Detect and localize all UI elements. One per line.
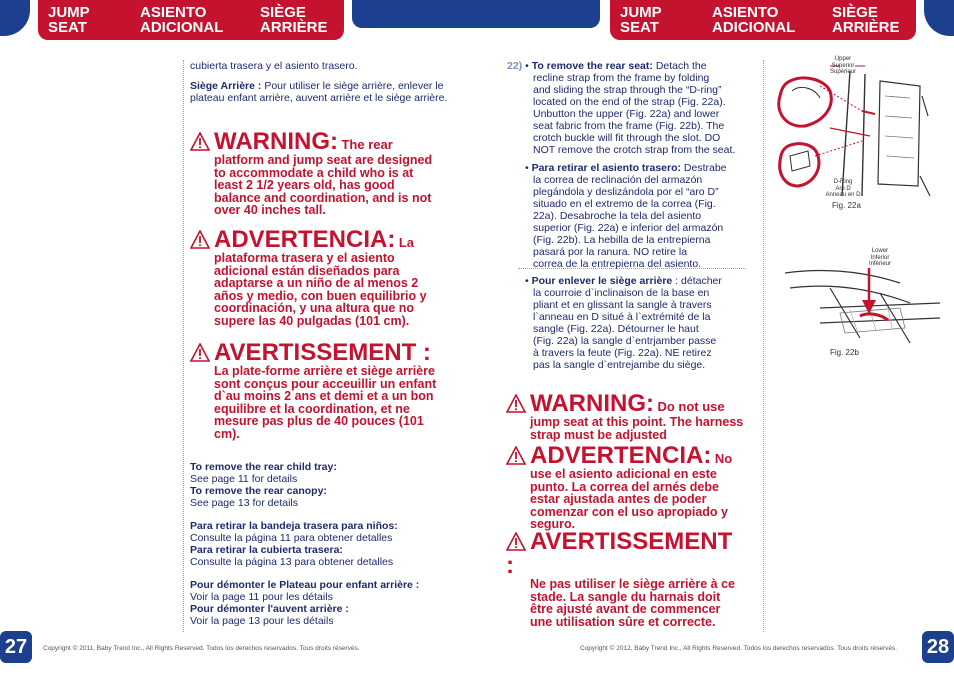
ref-title: To remove the rear canopy:: [190, 485, 327, 497]
siege-arriere-label: Siège Arrière :: [190, 80, 262, 92]
step-line: and sliding the strap through the “D-ring”: [533, 84, 722, 96]
corner-decoration-right: [924, 0, 954, 36]
warning-lead: Do not use: [657, 399, 725, 414]
step-22-fr: • Pour enlever le siège arrière : détacher la courroie d`inclinaison de la base en pliant et en glissant la sangle à travers l`anneau en D situé à l`extrémité de la sangle (Fig. 22a). Détourner le haut (Fig. 22a) la sangle d`entrjamber passe à travers la feute (Fig. 22a). NE retirez pas la sangle d`entrejambe du siège.: [525, 275, 755, 371]
tab-asiento-adicional-right: ASIENTO ADICIONAL: [712, 4, 796, 36]
warning-title: ADVERTENCIA:: [214, 226, 396, 253]
step-line: superior (Fig. 22a) e inferior del armazón: [533, 222, 724, 234]
warning-body: plataforma trasera y el asiento adicional están diseñados para adaptarse a un niño de al menos 2 años y medio, con buen equilibrio y coordinación, y una altura que no supere las 40 pulgadas (101 cm).: [214, 251, 427, 328]
step-line: pliant et en glissant la sangle à travers: [533, 299, 712, 311]
label-dring: [820, 179, 866, 199]
step-line: (Fig. 22a) la sangle d`entrjamber passe: [533, 335, 717, 347]
ref-title: Pour démonter l'auvent arrière :: [190, 603, 349, 615]
step-line: (Fig. 22b). La hebilla de la entrepierna: [533, 234, 711, 246]
tab-jump-seat-right: JUMP SEAT: [620, 4, 662, 36]
label-line: Anneau en D: [825, 192, 861, 198]
copyright-left: Copyright © 2011, Baby Trend Inc., All Rights Reserved. Todos los derechos reservados. Tous droits réservés.: [43, 645, 360, 652]
warning-es-right: [506, 444, 746, 531]
figure-22a: [770, 56, 950, 206]
warning-title: AVERTISSEMENT :: [506, 528, 733, 579]
label-line: Supérieur: [829, 69, 856, 75]
tab-siege-arriere-right: SIÈGE ARRIÈRE: [832, 4, 900, 36]
step-line: la correa de reclinación del armazón: [533, 174, 703, 186]
warning-en-right: [506, 392, 746, 441]
warning-fr-left: [190, 341, 440, 441]
tab-asiento-adicional-left: ASIENTO ADICIONAL: [140, 4, 224, 36]
step-line: l`anneau en D situé à l`extrémité de la: [533, 311, 711, 323]
siege-arriere-paragraph: [190, 80, 450, 104]
step-number: 22): [507, 60, 523, 72]
ref-text: Consulte la página 13 para obtener detalles: [190, 556, 394, 568]
warning-triangle-icon: [506, 532, 526, 554]
step-line: plegándola y deslizándola por el “aro D”: [533, 186, 719, 198]
ref-title: Pour démonter le Plateau pour enfant arrière :: [190, 579, 420, 591]
warning-lead: No: [714, 451, 733, 466]
step-line: NOT remove the crotch strap from the seat.: [533, 144, 736, 156]
figure-22b: [780, 248, 950, 348]
step-line: correa de la entrepierna del asiento.: [533, 258, 702, 270]
warning-title: WARNING:: [214, 128, 338, 155]
step-line: la courroie d`inclinaison de la base en: [533, 287, 710, 299]
ref-title: Para retirar la bandeja trasera para niños:: [190, 520, 398, 532]
warning-triangle-icon: [190, 343, 210, 365]
warning-body: jump seat at this point. The harness strap must be adjusted: [530, 415, 744, 442]
ref-text: See page 13 for details: [190, 497, 298, 509]
warning-es-left: [190, 228, 440, 328]
ref-title: To remove the rear child tray:: [190, 461, 337, 473]
warning-en-left: [190, 130, 440, 217]
warning-body: use el asiento adicional en este punto. La correa del arnés debe estar ajustada antes de poder comenzar con el uso apropiado y seguro.: [530, 467, 728, 532]
step-first: Detach the: [655, 60, 707, 72]
warning-fr-right: [506, 530, 746, 628]
warning-title: ADVERTENCIA:: [530, 442, 712, 469]
ref-text: Consulte la página 11 para obtener detalles: [190, 532, 393, 544]
page-number-left: 27: [0, 631, 32, 663]
label-line: Upper: [834, 56, 852, 62]
label-lower: [860, 248, 900, 268]
header-tabs-right: [610, 0, 916, 40]
warning-body: Ne pas utiliser le siège arrière à ce stade. La sangle du harnais doit être ajusté avant de commencer une utilisation sûre et correcte.: [530, 577, 735, 629]
label-line: Inferior: [870, 254, 890, 261]
step-line: recline strap from the frame by folding: [533, 72, 710, 84]
label-line: Lower: [871, 248, 889, 254]
warning-body: La plate-forme arrière et siège arrière sont conçus pour acceuillir un enfant d`au moins 2 ans et demi et a un bon equilibre et la coordination, et ne mesure pas plus de 40 pouces (101 cm).: [214, 364, 437, 441]
step-line: located on the end of the strap (Fig. 22a).: [533, 96, 726, 108]
label-upper: [825, 56, 861, 76]
step-line: à travers la feute (Fig. 22a). NE retirez: [533, 347, 712, 359]
step-title: Para retirar el asiento trasero:: [531, 162, 681, 174]
copyright-right: Copyright © 2012, Baby Trend Inc., All Rights Reserved. Todos los derechos reservados. Tous droits réservés.: [580, 645, 898, 652]
warning-body: platform and jump seat are designed to accommodate a child who is at least 2 1/2 years old, has good balance and coordination, and is not over 40 inches tall.: [214, 153, 433, 218]
step-line: pas la sangle d`entrejambe du siège.: [533, 359, 706, 371]
warning-triangle-icon: [506, 394, 526, 416]
references-list: [190, 461, 450, 627]
step-line: seat fabric from the frame (Fig. 22b). The: [533, 120, 725, 132]
header-tabs-left: [38, 0, 344, 40]
step-line: situado en el extremo de la correa (Fig.: [533, 198, 716, 210]
header-navy-bar: [352, 0, 600, 28]
warning-title: WARNING:: [530, 390, 654, 417]
ref-text: See page 11 for details: [190, 473, 298, 485]
left-margin-rule: [183, 60, 184, 632]
step-line: 22a). Desabroche la tela del asiento: [533, 210, 702, 222]
warning-lead: La: [398, 235, 414, 250]
step-title: To remove the rear seat:: [531, 60, 653, 72]
step-first: Destrabe: [683, 162, 727, 174]
fig-22a-label: Fig. 22a: [832, 201, 861, 210]
siege-arriere-text: Pour utiliser le siège arrière, enlever le plateau enfant arrière, auvent arrière et le siège arrière.: [190, 80, 448, 104]
tab-siege-arriere-left: SIÈGE ARRIÈRE: [260, 4, 328, 36]
step-line: Unbutton the upper (Fig. 22a) and lower: [533, 108, 720, 120]
step-22-es: • Para retirar el asiento trasero: Destrabe la correa de reclinación del armazón plegándola y deslizándola por el “aro D” situado en el extremo de la correa (Fig. 22a). Desabroche la tela del asiento superior (Fig. 22a) e inferior del armazón (Fig. 22b). La hebilla de la entrepierna pasará por la ranura. NO retire la correa de la entrepierna del asiento.: [525, 162, 755, 270]
page-number-right: 28: [922, 631, 954, 663]
right-margin-rule: [763, 60, 764, 632]
warning-triangle-icon: [506, 446, 526, 468]
warning-triangle-icon: [190, 230, 210, 252]
corner-decoration-left: [0, 0, 30, 36]
warning-title: AVERTISSEMENT :: [214, 339, 431, 366]
step-first: : détacher: [672, 275, 722, 287]
warning-lead: The rear: [341, 137, 393, 152]
step-line: crotch buckle will fit through the slot. DO: [533, 132, 721, 144]
step-22-en: 22) • To remove the rear seat: Detach the recline strap from the frame by folding and sliding the strap through the “D-ring” located on the end of the strap (Fig. 22a). Unbutton the upper (Fig. 22a) and lower seat fabric from the frame (Fig. 22b). The crotch buckle will fit through the slot. DO NOT remove the crotch strap from the seat.: [507, 60, 752, 156]
ref-text: Voir la page 11 pour les détails: [190, 591, 333, 603]
label-line: Superior: [831, 62, 855, 69]
tab-jump-seat-left: JUMP SEAT: [48, 4, 90, 36]
label-line: Aro D: [835, 185, 851, 192]
step-line: pasará por la ranura. NO retire la: [533, 246, 688, 258]
intro-line: cubierta trasera y el asiento trasero.: [190, 60, 358, 72]
step-title: Pour enlever le siège arrière: [531, 275, 673, 287]
ref-title: Para retirar la cubierta trasera:: [190, 544, 343, 556]
label-line: Inférieur: [868, 261, 891, 267]
fig-22b-label: Fig. 22b: [830, 348, 859, 357]
warning-triangle-icon: [190, 132, 210, 154]
ref-text: Voir la page 13 pour les détails: [190, 615, 334, 627]
label-line: D-Ring: [833, 179, 853, 185]
step-line: sangle (Fig. 22a). Détourner le haut: [533, 323, 699, 335]
